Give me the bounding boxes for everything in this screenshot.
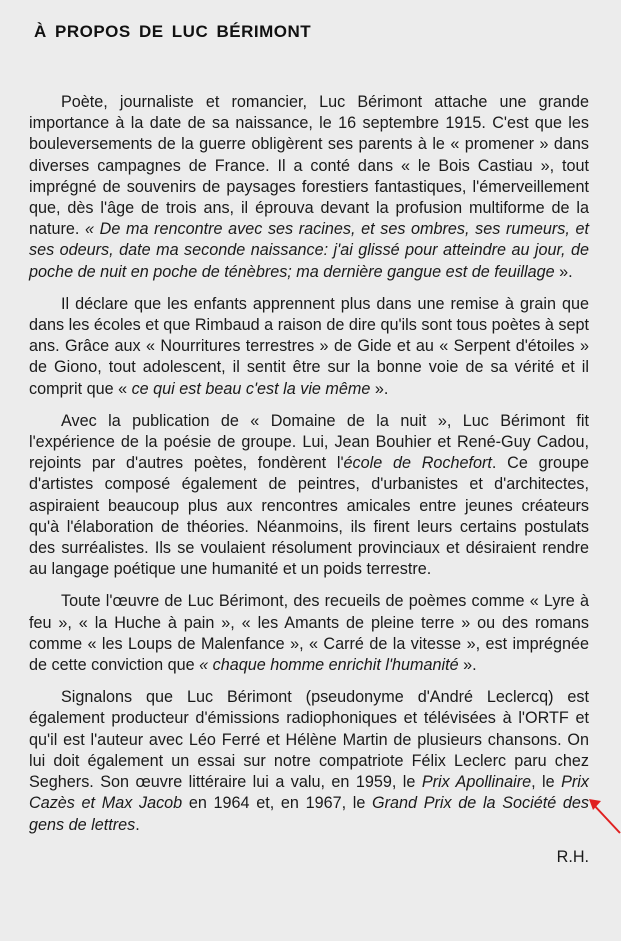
text: Avec la publication de « Domaine de la nuit », Luc Bérimont fit l'expérience de la poésie de groupe. Lui, Jean Bouhier et René-Guy Cadou, rejoints par d'autres poètes, fondèrent l' xyxy=(29,411,589,473)
paragraph xyxy=(29,294,589,400)
red-arrow-icon xyxy=(588,795,621,835)
text: Il déclare que les enfants apprennent plus dans une remise à grain que dans les écoles et que Rimbaud a raison de dire qu'ils sont tous poètes à sept ans. Grâce aux « Nourritures terrestres » de Gide et au « Serpent d'étoiles » de Giono, tout adolescent, il sentit être sur la bonne voie de sa vérité et il comprit que « xyxy=(29,294,589,398)
text: ». xyxy=(554,262,573,281)
page-title: À PROPOS DE LUC BÉRIMONT xyxy=(34,22,312,41)
italic-text: Prix Apollinaire xyxy=(421,773,532,792)
text: Toute l'œuvre de Luc Bérimont, des recueils de poèmes comme « Lyre à feu », « la Huche à pain », « les Amants de pleine terre » ou des romans comme « les Loups de Malenfance », « Carré de la vitesse », est imprégnée de cette conviction que xyxy=(29,592,589,675)
italic-text: Grand Prix de la Société des gens de lettres xyxy=(29,794,589,834)
paragraph xyxy=(29,92,589,283)
paragraph xyxy=(29,411,589,581)
italic-text: « chaque homme enrichit l'humanité xyxy=(199,656,459,675)
text: . Ce groupe d'artistes composé également de peintres, d'urbanistes et d'architectes, aspiraient beaucoup plus aux rencontres amicales entre jeunes créateurs qu'à l'élaboration de théories. Néanmoins, ils firent leurs certains postulats des surréalistes. Ils se voulaient résolument provinciaux et désiraient rendre au langage poétique une humanité et un poids terrestre. xyxy=(29,454,589,579)
paragraph xyxy=(29,687,589,835)
text: en 1964 et, en 1967, le xyxy=(182,794,373,813)
italic-text: « De ma rencontre avec ses racines, et ses ombres, ses rumeurs, et ses odeurs, date ma seconde naissance: j'ai glissé pour atteindre au jour, de poche de nuit en poche de ténèbres; ma dernière gangue est de feuillage xyxy=(29,220,589,281)
article-body xyxy=(29,92,589,879)
italic-text: ce qui est beau c'est la vie même xyxy=(131,379,371,398)
text: , le xyxy=(531,773,562,792)
text: Poète, journaliste et romancier, Luc Bérimont attache une grande importance à la date de sa naissance, le 16 septembre 1915. C'est que les bouleversements de la guerre obligèrent ses parents à le « promener » dans diverses campagnes de France. Il a conté dans « le Bois Castiau », tout imprégné de souvenirs de paysages forestiers fantastiques, l'émerveillement que, dès l'âge de trois ans, il éprouva devant la profusion multiforme de la nature. xyxy=(29,93,589,239)
text: ». xyxy=(458,656,477,675)
text: . xyxy=(135,815,140,834)
italic-text: Prix Cazès et Max Jacob xyxy=(29,773,589,813)
signature: R.H. xyxy=(556,847,589,866)
paragraph xyxy=(29,591,589,676)
text: ». xyxy=(370,379,389,398)
italic-text: école de Rochefort xyxy=(343,454,492,473)
text: Signalons que Luc Bérimont (pseudonyme d'André Leclercq) est également producteur d'émissions radiophoniques et télévisées à l'ORTF et qu'il est l'auteur avec Léo Ferré et Hélène Martin de plusieurs chansons. On lui doit également un essai sur notre compatriote Félix Leclerc paru chez Seghers. Son œuvre littéraire lui a valu, en 1959, le xyxy=(29,688,589,792)
